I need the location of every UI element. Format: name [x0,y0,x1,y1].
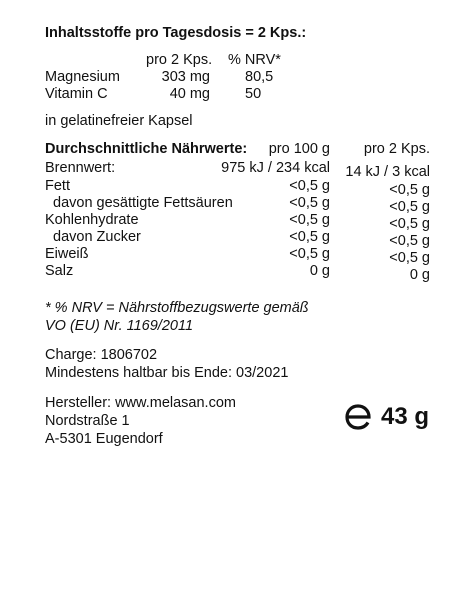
nutrition-row-per100: 0 g [309,263,330,279]
intake-row-name: Vitamin C [45,86,108,102]
nutrition-row-perdose: 0 g [409,267,430,283]
nutrition-row-name: Eiweiß [45,246,89,262]
intake-row-amount: 303 mg [161,69,210,85]
nutrition-row-per100: <0,5 g [289,178,330,194]
nutrition-row-perdose: 14 kJ / 3 kcal [345,164,430,180]
nutrition-row-perdose: <0,5 g [389,182,430,198]
nutrition-row-perdose: <0,5 g [389,233,430,249]
footnote-line-2: VO (EU) Nr. 1169/2011 [45,318,194,334]
manufacturer-line-3: A-5301 Eugendorf [45,431,163,447]
manufacturer-line-2: Nordstraße 1 [45,413,130,429]
intake-heading: Inhaltsstoffe pro Tagesdosis = 2 Kps.: [45,25,307,41]
intake-row-nrv: 50 [245,86,262,102]
nutrition-col-per-dose: pro 2 Kps. [363,141,430,157]
nutrition-row-per100: <0,5 g [289,229,330,245]
intake-col-per-dose: pro 2 Kps. [146,52,213,68]
nutrition-row-perdose: <0,5 g [389,250,430,266]
nutrition-row-per100: <0,5 g [289,195,330,211]
nutrition-row-perdose: <0,5 g [389,216,430,232]
estimated-sign-icon [343,403,373,431]
nutrition-row-name: Salz [45,263,74,279]
intake-col-nrv: % NRV* [228,52,281,68]
net-weight: 43 g [381,403,430,430]
nutrition-col-per-100g: pro 100 g [268,141,330,157]
intake-row-nrv: 80,5 [245,69,274,85]
capsule-note: in gelatinefreier Kapsel [45,113,193,129]
nutrition-row-per100: 975 kJ / 234 kcal [221,160,330,176]
nutrition-row-per100: <0,5 g [289,212,330,228]
nutrition-heading: Durchschnittliche Nährwerte: [45,141,248,157]
nutrition-row-name: Kohlenhydrate [45,212,139,228]
nutrition-row-name: Fett [45,178,70,194]
nutrition-row-per100: <0,5 g [289,246,330,262]
intake-row-name: Magnesium [45,69,120,85]
best-before: Mindestens haltbar bis Ende: 03/2021 [45,365,289,381]
nutrition-row-perdose: <0,5 g [389,199,430,215]
intake-row-amount: 40 mg [169,86,210,102]
nutrition-row-name: davon Zucker [53,229,141,245]
footnote-line-1: * % NRV = Nährstoffbezugswerte gemäß [45,300,309,316]
charge-number: Charge: 1806702 [45,347,158,363]
nutrition-row-name: Brennwert: [45,160,116,176]
nutrition-row-name: davon gesättigte Fettsäuren [53,195,233,211]
manufacturer-line-1: Hersteller: www.melasan.com [45,395,236,411]
